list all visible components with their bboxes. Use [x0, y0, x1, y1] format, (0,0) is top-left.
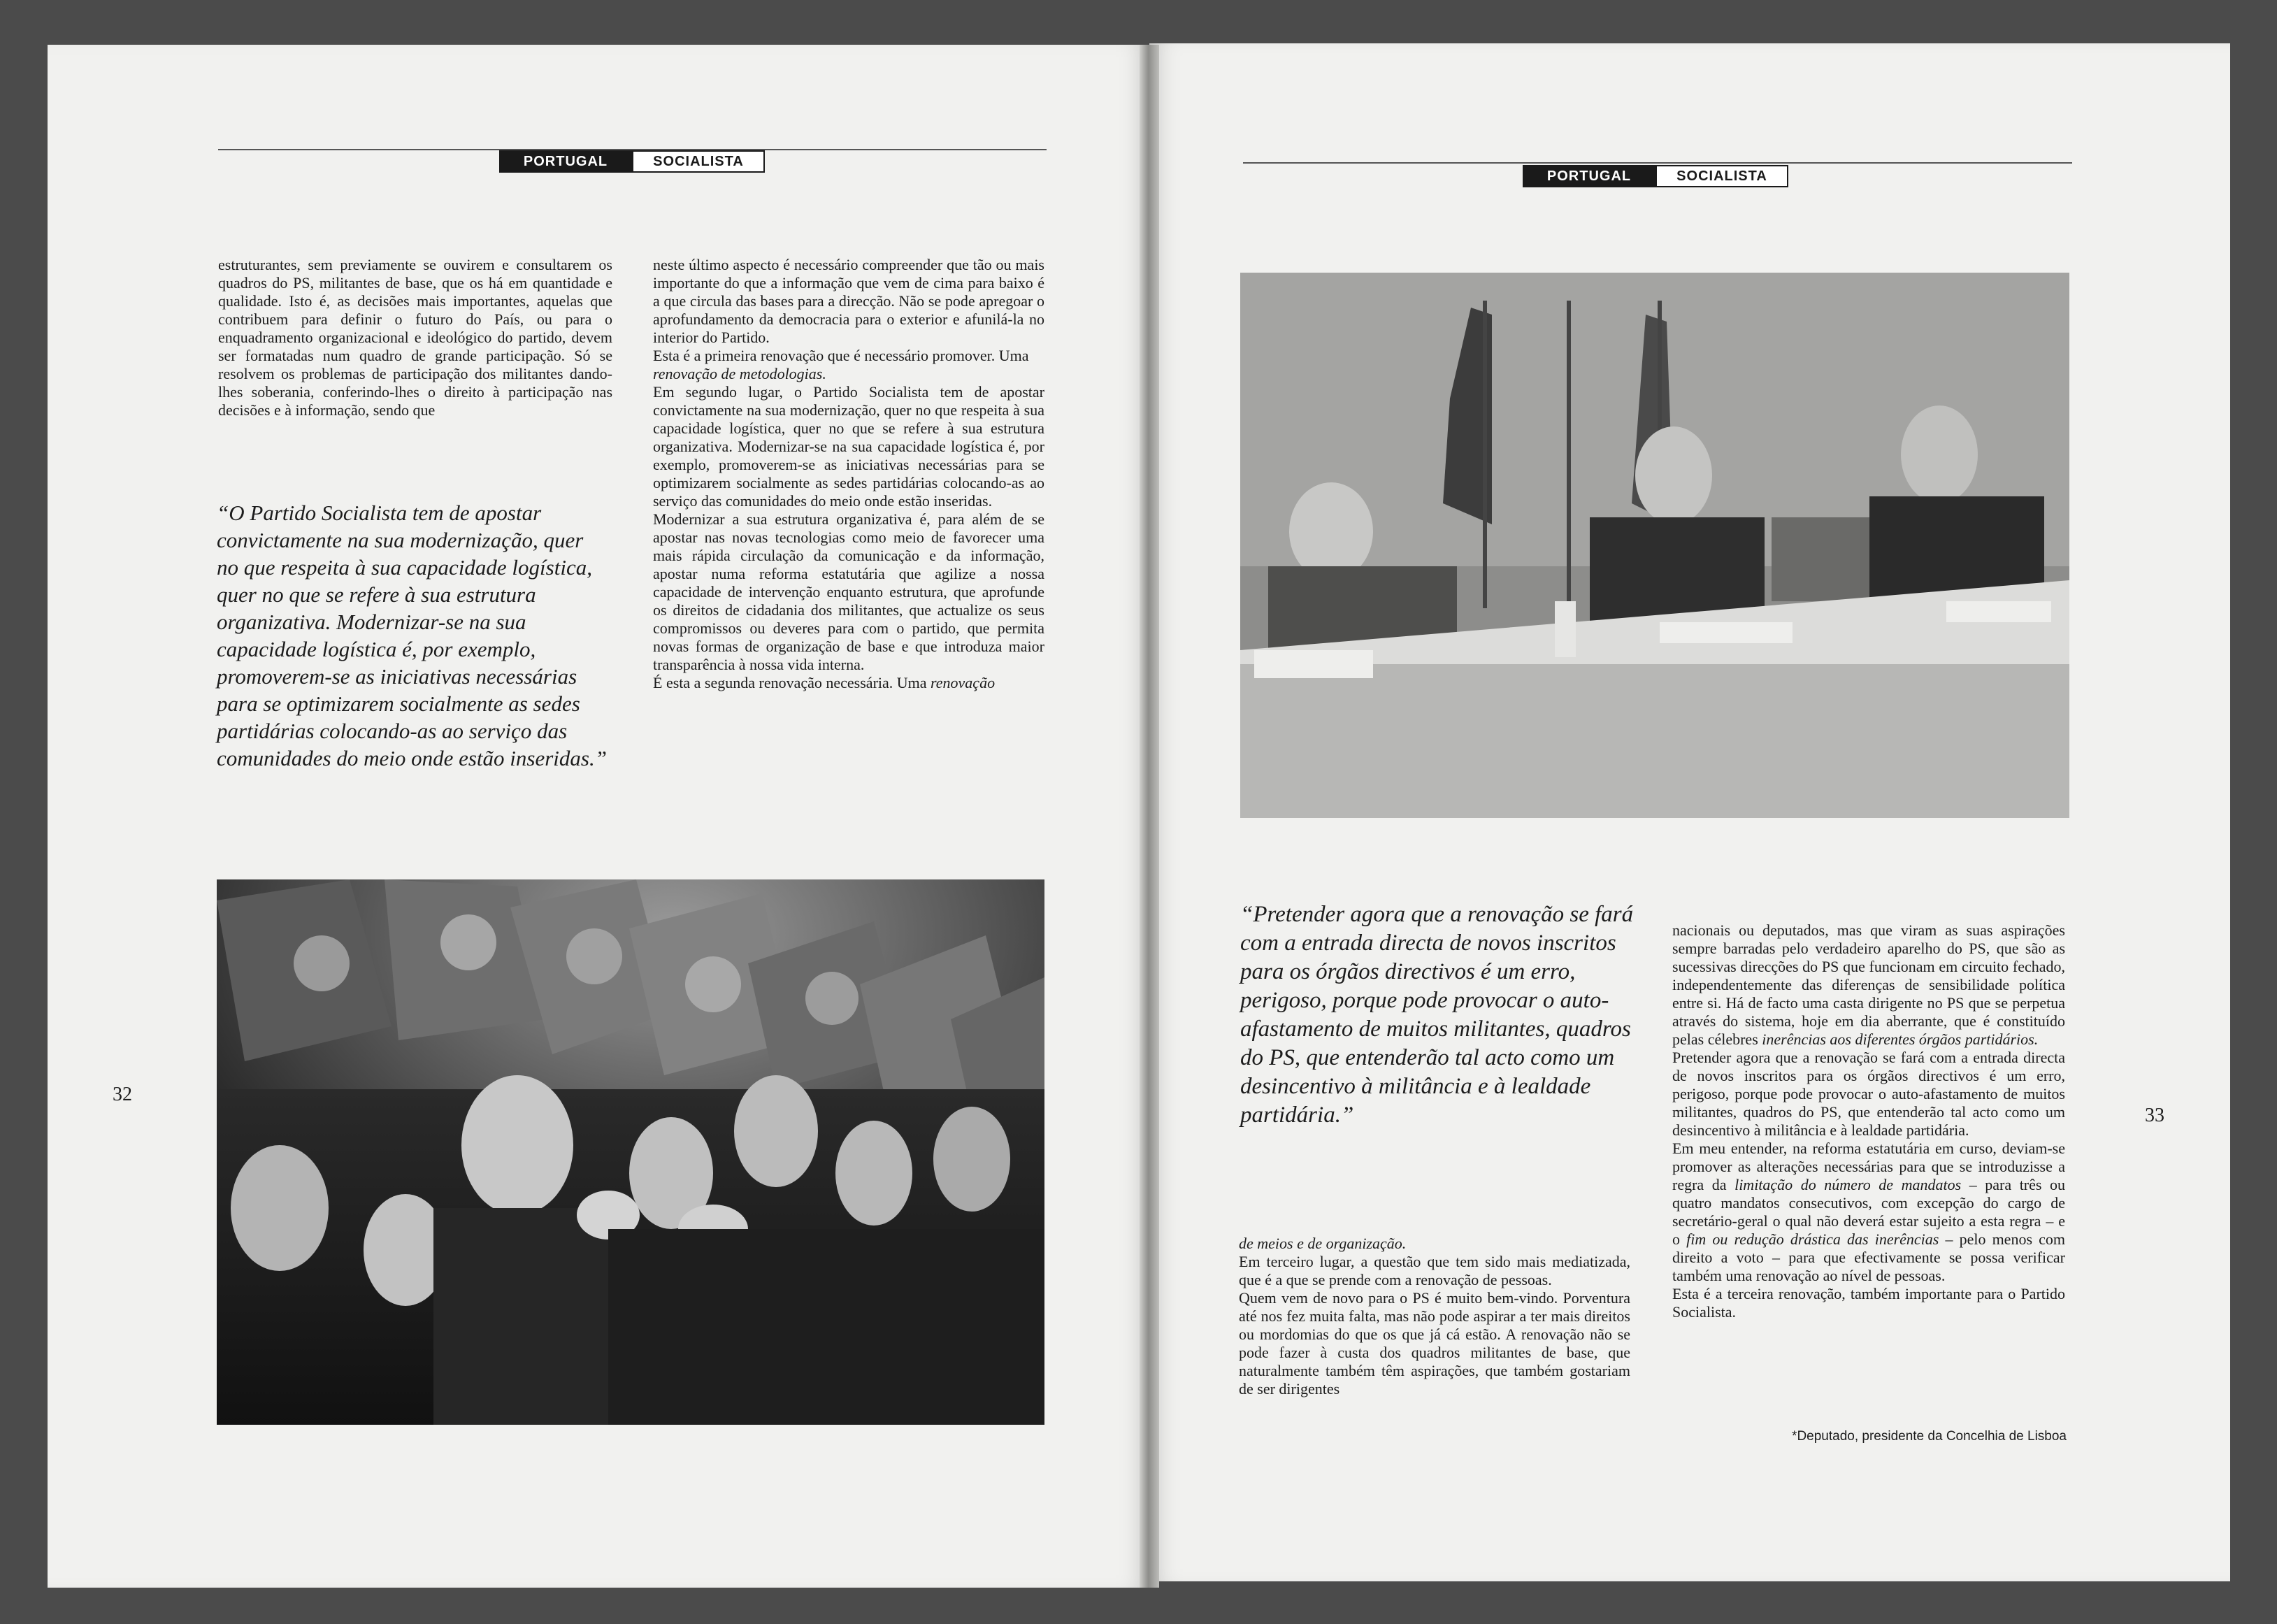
left-col1-text: estruturantes, sem previamente se ouvirem e consultarem os quadros do PS, militantes de base, que os há em quantidade e qualidade. Isto é, as decisões mais importantes, aquelas que contribuem para definir o futuro do País, ou para o enquadramento organizacional e ideológico do partido, devem ser formatadas num quadro de grande participação. Só se resolvem os problemas de participação dos militantes dando-lhes soberania, conferindo-lhes o direito à participação nas decisões e à informação, sendo que	[218, 256, 612, 419]
header-rule-right	[1243, 162, 2072, 164]
left-col2-p2b: renovação de metodologias.	[653, 365, 826, 382]
right-col2-p3e: – pelo menos com direito a voto – para que efectivamente se possa verificar também uma renovação ao nível de pessoas.	[1672, 1230, 2065, 1284]
book-spine	[1140, 45, 1159, 1588]
right-col1-p3: Quem vem de novo para o PS é muito bem-vindo. Porventura até nos fez muita falta, mas não pode aspirar a ter mais direitos ou mordomias do que os que já cá estão. A renovação não se pode fazer à custa dos quadros militantes de base, que naturalmente também têm aspirações, que também gostariam de ser dirigentes	[1239, 1289, 1630, 1397]
right-col2-p2: Pretender agora que a renovação se fará com a entrada directa de novos inscritos para os órgãos directivos é um erro, perigoso, porque pode provocar o auto-afastamento de muitos militantes, quadros do PS, que entenderão tal acto como um desincentivo à militância e à lealdade partidária.	[1672, 1049, 2065, 1139]
right-col2-p3a: Em meu entender, na reforma estatutária em curso, deviam-se promover as alterações necessárias para que se introduzisse a regra da	[1672, 1140, 2065, 1193]
left-pull-quote: “O Partido Socialista tem de apostar convictamente na sua modernização, quer no que respeita à sua capacidade logística, quer no que se refere à sua estrutura organizativa. Modernizar-se na sua capacidade logística é, por exemplo, promoverem-se as iniciativas necessárias para se optimizarem socialmente as sedes partidárias colocando-as ao serviço das comunidades do meio onde estão inseridas.”	[217, 501, 607, 770]
left-col2-p5a: É esta a segunda renovação necessária. Uma	[653, 674, 927, 691]
right-col2-p4: Esta é a terceira renovação, também importante para o Partido Socialista.	[1672, 1285, 2065, 1321]
right-col1-p2: Em terceiro lugar, a questão que tem sido mais mediatizada, que é a que se prende com a renovação de pessoas.	[1239, 1253, 1630, 1288]
panel-photo-graphic	[1240, 273, 2069, 818]
left-col2-p2a: Esta é a primeira renovação que é necessário promover. Uma	[653, 347, 1029, 364]
masthead-word-portugal: PORTUGAL	[499, 150, 632, 173]
left-col2-p5	[653, 674, 1044, 692]
right-col1-p1	[1239, 1235, 1630, 1253]
left-col2-p3: Em segundo lugar, o Partido Socialista tem de apostar convictamente na sua modernização, quer no que respeita à sua capacidade logística, quer no que se refere à sua estrutura organizativa. Modernizar-se na sua capacidade logística é, por exemplo, promoverem-se as iniciativas necessárias para se optimizarem socialmente as sedes partidárias colocando-as ao serviço das comunidades do meio onde estão inseridas.	[653, 383, 1044, 510]
right-col1-p1-italic: de meios e de organização.	[1239, 1235, 1407, 1252]
left-col2-p2	[653, 347, 1044, 383]
left-column-1	[218, 256, 612, 419]
right-col2-p1	[1672, 921, 2065, 1049]
photo-rally-crowd	[217, 879, 1044, 1425]
right-col2-p3d: fim ou redução drástica das inerências	[1686, 1230, 1939, 1248]
page-number-right: 33	[2145, 1105, 2164, 1126]
masthead-left	[499, 150, 765, 173]
right-col2-p1b: inerências aos diferentes órgãos partidários.	[1762, 1030, 2039, 1048]
masthead-word-socialista: SOCIALISTA	[632, 150, 765, 173]
right-col2-p1a: nacionais ou deputados, mas que viram as suas aspirações sempre barradas pelo verdadeiro aparelho do PS, que são as sucessivas direcções do PS que funcionam em circuito fechado, independentemente das diferenças de sensibilidade política entre si. Há de facto uma casta dirigente no PS que se perpetua através do sistema, hoje em dia aberrante, que é constituído pelas célebres	[1672, 921, 2065, 1048]
right-column-2	[1672, 921, 2065, 1321]
left-col2-p1: neste último aspecto é necessário compreender que tão ou mais importante do que a informação que vem de cima para baixo é a que circula das bases para a direcção. Não se pode apregoar o aprofundamento da democracia para o exterior e afunilá-la no interior do Partido.	[653, 256, 1044, 346]
page-number-left: 32	[113, 1084, 132, 1105]
author-credit: *Deputado, presidente da Concelhia de Lisboa	[1792, 1429, 2067, 1444]
left-column-2	[653, 256, 1044, 692]
right-col2-p3	[1672, 1140, 2065, 1285]
left-col2-p5b: renovação	[931, 674, 996, 691]
photo-panel-table	[1240, 273, 2069, 818]
right-column-1	[1239, 1235, 1630, 1398]
right-col2-p3c: – para três ou quatro mandatos consecutivos, com excepção do cargo de secretário-geral o qual não deverá estar sujeito a esta regra – e o	[1672, 1176, 2066, 1248]
masthead-right	[1523, 165, 1788, 187]
right-pull-quote: “Pretender agora que a renovação se fará com a entrada directa de novos inscritos para os órgãos directivos é um erro, perigoso, porque pode provocar o auto-afastamento de muitos militantes, quadros do PS, que entenderão tal acto como um desincentivo à militância e à lealdade partidária.”	[1240, 902, 1634, 1128]
rally-photo-graphic	[217, 879, 1044, 1425]
masthead-word-portugal-right: PORTUGAL	[1523, 165, 1655, 187]
masthead-word-socialista-right: SOCIALISTA	[1655, 165, 1788, 187]
left-col2-p4: Modernizar a sua estrutura organizativa é, para além de se apostar nas novas tecnologias como meio de favorecer uma mais rápida circulação da comunicação e da informação, apostar numa reforma estatutária que agilize a nossa capacidade de intervenção enquanto estrutura, que aprofunde os direitos de cidadania dos militantes, que actualize os seus compromissos ou deveres para com o partido, que permita novas formas de organização de base e que introduza maior transparência à nossa vida interna.	[653, 510, 1044, 673]
right-col2-p3b: limitação do número de mandatos	[1734, 1176, 1962, 1193]
